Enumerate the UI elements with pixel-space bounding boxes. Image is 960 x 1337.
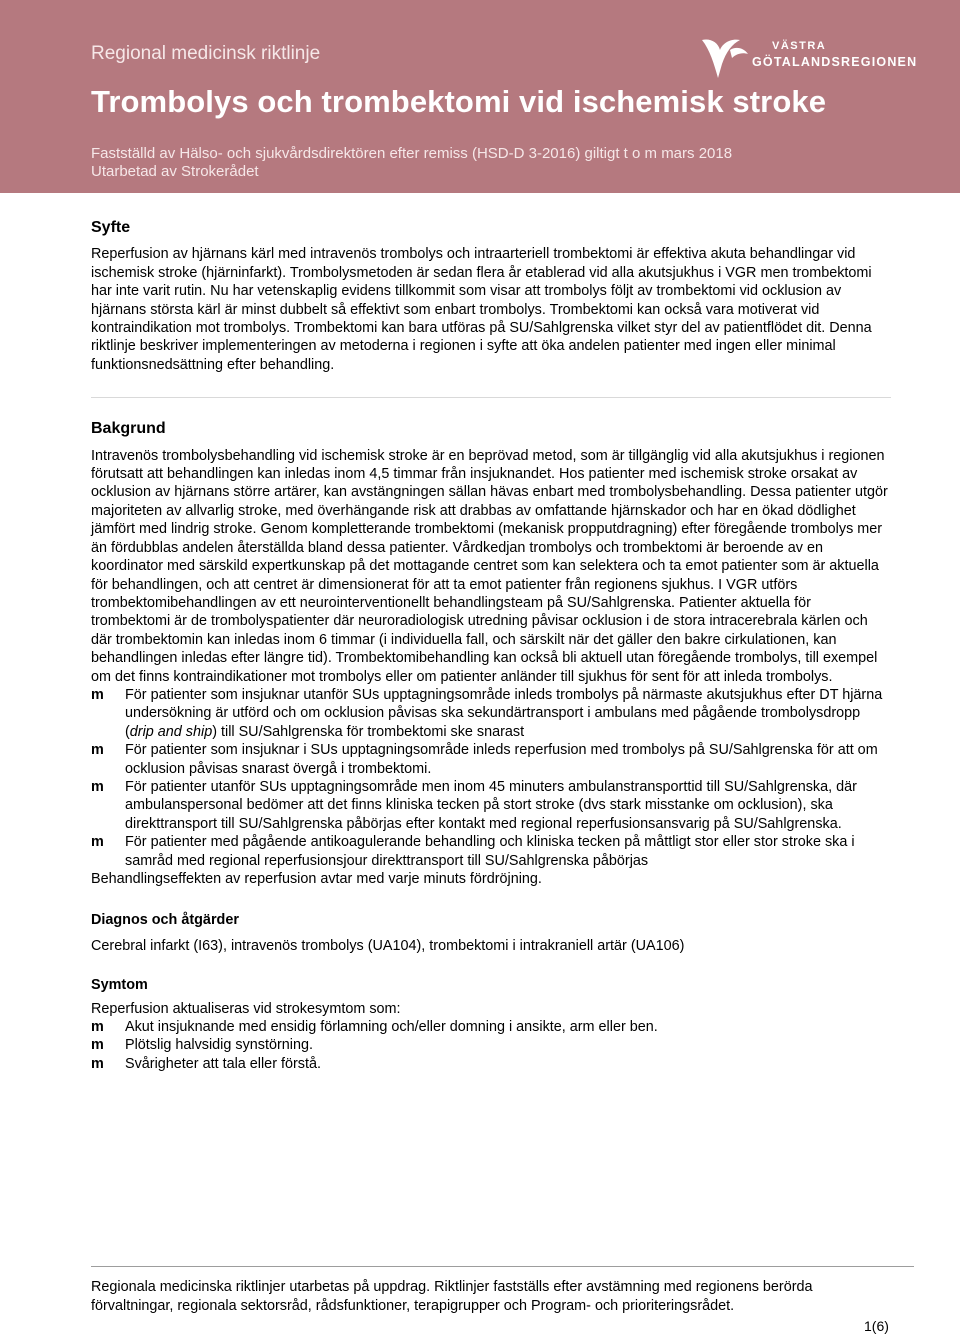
- page-header: [0, 0, 960, 193]
- footer-divider: [91, 1266, 914, 1267]
- symtom-heading: Symtom: [91, 977, 148, 994]
- bullet-icon: m: [91, 742, 104, 759]
- list-item: m För patienter utanför SUs upptagningsområde men inom 45 minuters ambulanstransporttid till SU/Sahlgrenska, där ambulanspersonal bedömer att det finns kliniska tecken på stort stroke (dvs stark misstanke om ocklusion), ska direkttransport till SU/Sahlgrenska påbörjas efter kontakt med regional reperfusionsansvarig på SU/Sahlgrenska.: [91, 778, 857, 832]
- page-title: Trombolys och trombektomi vid ischemisk stroke: [91, 84, 827, 119]
- bakgrund-heading: Bakgrund: [91, 420, 166, 438]
- vgr-logo-icon: [700, 36, 752, 82]
- diagnos-paragraph: Cerebral infarkt (I63), intravenös trombolys (UA104), trombektomi i intrakraniell artär (UA106): [91, 937, 685, 954]
- bullet-icon: m: [91, 1037, 104, 1054]
- symtom-intro: Reperfusion aktualiseras vid strokesymtom som:: [91, 1000, 401, 1017]
- logo-text-line2: GÖTALANDSREGIONEN: [752, 55, 918, 69]
- section-divider: [91, 397, 891, 398]
- bullet-icon: m: [91, 1019, 104, 1036]
- list-item: m För patienter som insjuknar i SUs upptagningsområde inleds reperfusion med trombolys på SU/Sahlgrenska för att om ocklusion påvisas snarast övergå i trombektomi.: [91, 742, 878, 777]
- bullet-icon: m: [91, 686, 104, 703]
- syfte-paragraph: Reperfusion av hjärnans kärl med intravenös trombolys och intraarteriell trombektomi är effektiva akuta behandlingar vid ischemisk stroke (hjärninfarkt). Trombolysmetoden är sedan flera år etablerad vid alla akutsjukhus i VGR men trombektomi har inte varit rutin. Nu har vetenskaplig evidens tillkommit som visar att trombolys följt av trombektomi vid ocklusion av hjärnans största kärl är minst dubbelt så effektivt som enbart trombolys. Trombektomi kan också vara motiverat vid kontraindikation mot trombolys. Trombektomi kan bara utföras på SU/Sahlgrenska vilket styr del av patientflödet dit. Denna riktlinje beskriver implementeringen av metoderna i regionen i syfte att öka andelen patienter med ingen eller minimal funktionsnedsättning efter behandling.: [91, 246, 872, 373]
- bullet-icon: m: [91, 834, 104, 851]
- diagnos-heading: Diagnos och åtgärder: [91, 912, 239, 929]
- list-item: m Svårigheter att tala eller förstå.: [91, 1055, 321, 1072]
- list-item: m Plötslig halvsidig synstörning.: [91, 1037, 313, 1054]
- list-item: m Akut insjuknande med ensidig förlamning och/eller domning i ansikte, arm eller ben.: [91, 1019, 658, 1036]
- list-item: m För patienter som insjuknar utanför SUs upptagningsområde inleds trombolys på närmaste akutsjukhus efter DT hjärna undersökning är utförd och om ocklusion påvisas ska sekundärtransport i ambulans med pågående trombolysdropp (drip and ship) till SU/Sahlgrenska för trombektomi ske snarast: [91, 686, 883, 740]
- symtom-list: [91, 1018, 891, 1073]
- bakgrund-paragraph: Intravenös trombolysbehandling vid ischemisk stroke är en beprövad metod, som är tillgänglig vid alla akutsjukhus i regionen förutsatt att behandlingen kan inledas inom 4,5 timmar från insjuknandet. Hos patienter med ischemisk stroke orsakat av ocklusion av hjärnans större artärer, kan avstängningen sällan hävas enbart med trombolysbehandling. Dessa patienter utgör majoriteten av allvarlig stroke, med överhängande risk att drabbas av omfattande hjärnskador och har en ökad dödlighet jämfört med lindrig stroke. Genom kompletterande trombektomi (mekanisk propputdragning) efter föregående trombolys mer än fördubblas andelen återställda bland dessa patienter. Vårdkedjan trombolys och trombektomi är beroende av en koordinator med särskild expertkunskap på det mottagande centret som kan selektera och ta emot patienter som är aktuella för behandlingen, och att centret är dimensionerat för att ta emot patienter från regionens sjukhus. I VGR utförs trombektomibehandlingen av ett neurointerventionellt behandlingsteam på SU/Sahlgrenska. Patienter aktuella för trombektomi är de trombolyspatienter där neuroradiologisk utredning påvisar ocklusion i de stora intracerebrala kärlen och där trombektomin kan inledas inom 6 timmar (i individuella fall, och särskilt när det gäller den bakre cirkulationen, kan behandlingen inledas efter längre tid). Trombektomibehandling kan också bli aktuell utan föregående trombolys, till exempel om det finns kontraindikationer mot trombolys eller om patienter anländer till sjukhus för sent för att inleda trombolys.: [91, 447, 888, 685]
- bullet-icon: m: [91, 1055, 104, 1072]
- author-line: Utarbetad av Strokerådet: [91, 163, 259, 180]
- syfte-heading: Syfte: [91, 219, 131, 236]
- bakgrund-closing: Behandlingseffekten av reperfusion avtar med varje minuts fördröjning.: [91, 871, 542, 887]
- page-number: 1(6): [864, 1318, 889, 1334]
- document-type: Regional medicinsk riktlinje: [91, 43, 321, 64]
- emphasis-text: drip and ship: [129, 723, 213, 740]
- footer-text: Regionala medicinska riktlinjer utarbetas på uppdrag. Riktlinjer fastställs efter avstämning med regionens berörda förvaltningar, regionala sektorsråd, rådsfunktioner, terapigrupper och Program- och prioriteringsrådet.: [91, 1279, 813, 1314]
- approval-line: Fastställd av Hälso- och sjukvårdsdirektören efter remiss (HSD-D 3-2016) giltigt t o m mars 2018: [91, 145, 733, 162]
- bullet-icon: m: [91, 778, 104, 795]
- list-item: m För patienter med pågående antikoagulerande behandling och kliniska tecken på måttligt stor eller stor stroke ska i samråd med regional reperfusionsjour direkttransport till SU/Sahlgrenska påbörjas: [91, 834, 855, 869]
- document-meta: [91, 145, 732, 181]
- logo-text-line1: VÄSTRA: [772, 40, 827, 52]
- document-body: [91, 219, 891, 1073]
- bakgrund-list: [91, 686, 891, 870]
- vgr-logo: [700, 36, 918, 82]
